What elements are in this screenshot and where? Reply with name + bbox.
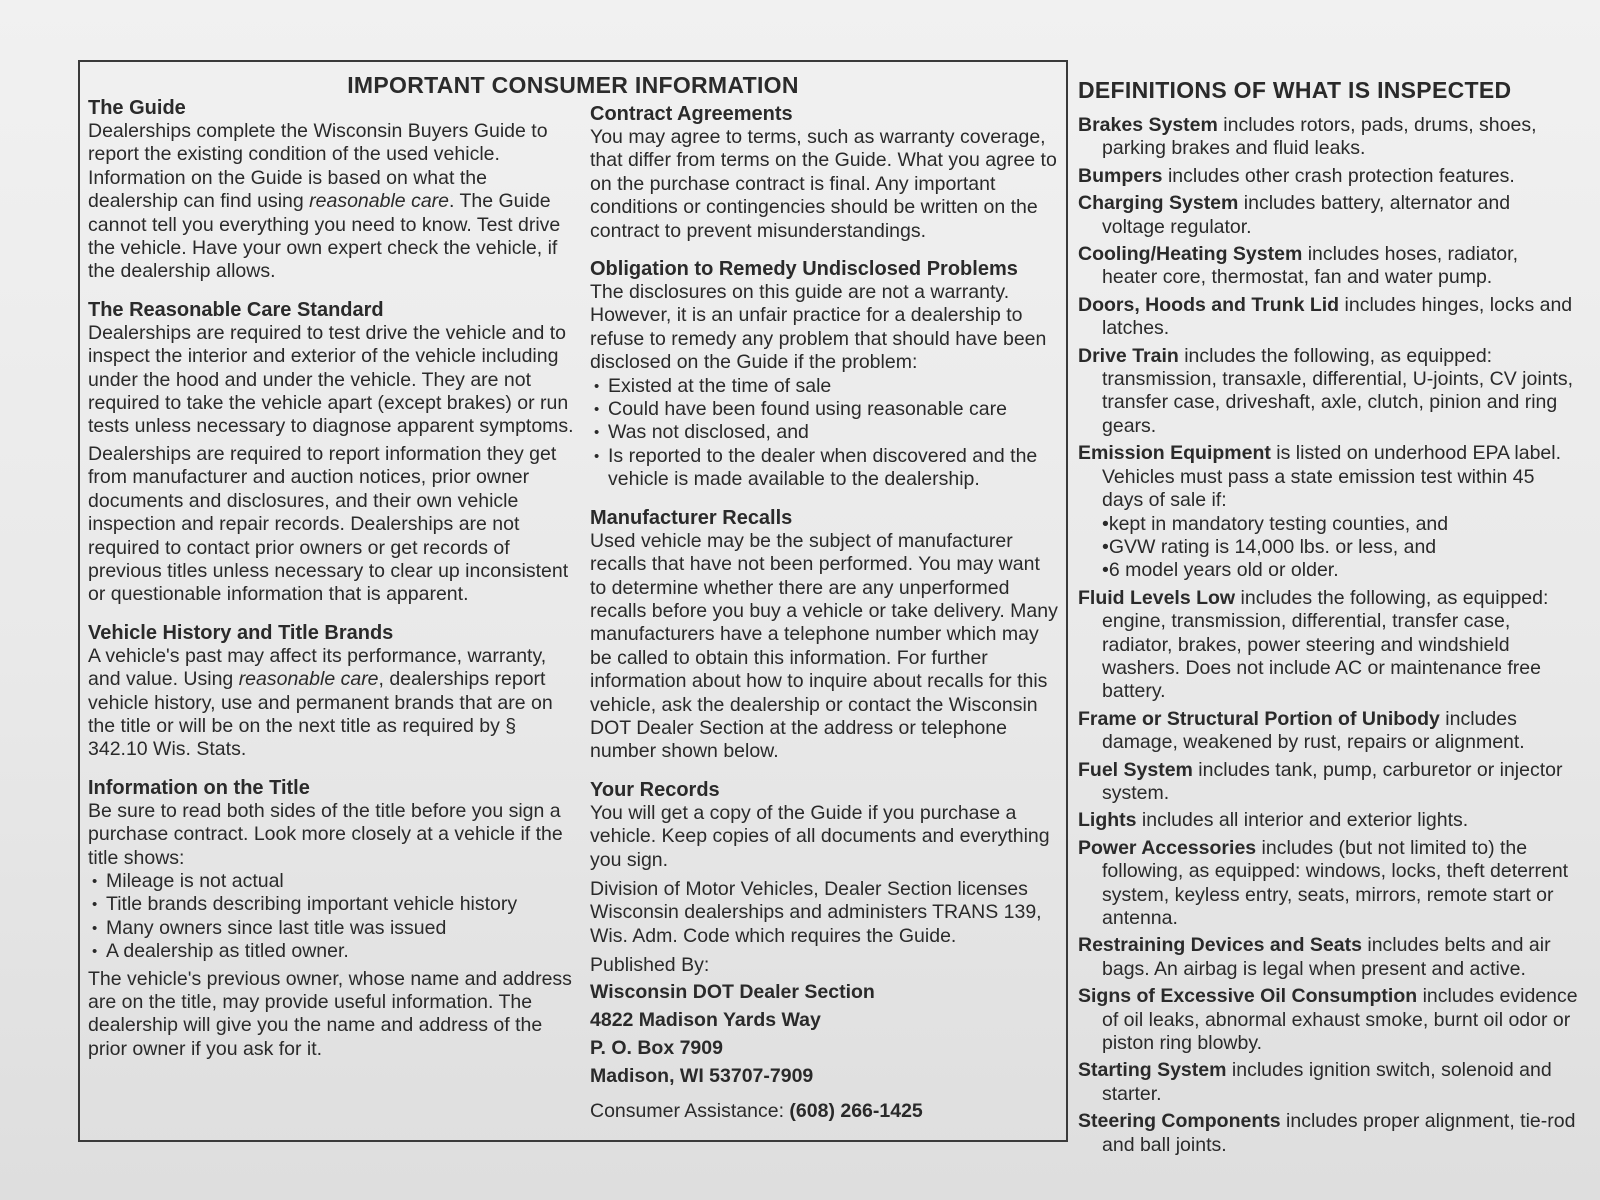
list-item: • Is reported to the dealer when discovered and the vehicle is made available to the dealership.	[590, 445, 1060, 492]
emission-criteria-list	[1078, 513, 1578, 583]
list-item: • Many owners since last title was issued	[88, 917, 576, 940]
definition-term: Fluid Levels Low	[1078, 586, 1236, 609]
definition-text: includes the following, as equipped: engine, transmission, differential, transfer case, radiator, brakes, power steering and windshield washers. Does not include AC or maintenance free battery.	[1102, 586, 1549, 703]
section-text: You may agree to terms, such as warranty coverage, that differ from terms on the Guide. What you agree to on the purchase contract is final. Any important conditions or contingencies should be written on the contract to prevent misunderstandings.	[590, 126, 1057, 242]
definition-term: Drive Train	[1078, 344, 1179, 367]
list-item: • GVW rating is 14,000 lbs. or less, and	[1102, 536, 1578, 559]
list-item: • Existed at the time of sale	[590, 375, 1060, 398]
definition-term: Restraining Devices and Seats	[1078, 934, 1362, 957]
definition-term: Cooling/Heating System	[1078, 243, 1303, 266]
problem-conditions-list	[590, 375, 1060, 492]
section-heading: Contract Agreements	[590, 103, 793, 125]
section-heading: Information on the Title	[88, 776, 310, 799]
column-definitions	[1078, 76, 1578, 1161]
section-manufacturer-recalls	[590, 506, 1060, 764]
section-obligation	[590, 257, 1060, 492]
definition-text: includes battery, alternator and voltage regulator.	[1102, 192, 1511, 238]
definition-term: Brakes System	[1078, 114, 1218, 136]
column-left	[88, 96, 576, 1075]
definition-item	[1078, 192, 1578, 239]
definition-item	[1078, 345, 1578, 439]
section-contract-agreements	[590, 102, 1060, 243]
section-text	[88, 645, 576, 762]
list-item: • Could have been found using reasonable care	[590, 398, 1060, 421]
assistance-phone: (608) 266-1425	[789, 1099, 923, 1122]
definition-term: Starting System	[1078, 1059, 1227, 1082]
text-span: A vehicle's past may affect its performance, warranty, and value. Using	[88, 644, 547, 691]
definition-item	[1078, 1110, 1578, 1157]
text-span: . The Guide cannot tell you everything you need to know. Test drive the vehicle. Have your own expert check the vehicle, if the dealership allows.	[88, 190, 561, 283]
definition-term: Bumpers	[1078, 164, 1163, 187]
section-heading: The Reasonable Care Standard	[88, 298, 384, 321]
list-item: • 6 model years old or older.	[1102, 559, 1578, 582]
list-item: • Title brands describing important vehicle history	[88, 893, 576, 916]
definition-item	[1078, 809, 1578, 832]
definition-item	[1078, 985, 1578, 1055]
definition-item	[1078, 294, 1578, 341]
definition-text: includes hoses, radiator, heater core, thermostat, fan and water pump.	[1102, 243, 1518, 289]
section-heading: The Guide	[88, 97, 186, 119]
section-heading: Vehicle History and Title Brands	[88, 621, 394, 644]
section-your-records	[590, 778, 1060, 948]
section-paragraph-2: Dealerships are required to report information they get from manufacturer and auction notices, prior owner documents and disclosures, and their own vehicle inspection and repair records. Dealerships are not required to contact prior owners or get records of previous titles unless necessary to clear up inconsistent or questionable information that is apparent.	[88, 442, 569, 606]
section-text: Used vehicle may be the subject of manufacturer recalls that have not been performed. You may want to determine whether there are any unperformed recalls before you buy a vehicle or take delivery. Many manufacturers have a telephone number which may be called to obtain this information. For further information about how to inquire about recalls for this vehicle, ask the dealership or contact the Wisconsin DOT Dealer Section at the address or telephone number shown below.	[590, 529, 1058, 763]
definition-text: includes other crash protection features.	[1162, 164, 1515, 187]
definition-text: is listed on underhood EPA label. Vehicles must pass a state emission test within 45 days of sale if:	[1102, 442, 1562, 512]
section-heading: Obligation to Remedy Undisclosed Problems	[590, 258, 1018, 281]
list-item: • A dealership as titled owner.	[88, 940, 576, 963]
section-paragraph-1: Dealerships are required to test drive the vehicle and to inspect the interior and exterior of the vehicle including under the hood and under the vehicle. They are not required to take the vehicle apart (except brakes) or run tests unless necessary to diagnose apparent symptoms.	[88, 321, 574, 438]
emphasis-text: reasonable care	[309, 190, 449, 213]
definition-term: Charging System	[1078, 192, 1239, 215]
section-title-info	[88, 776, 576, 1061]
definition-term: Power Accessories	[1078, 836, 1257, 859]
list-item: • Was not disclosed, and	[590, 421, 1060, 444]
title-warning-list	[88, 870, 576, 964]
publisher-block	[590, 954, 1060, 1123]
assistance-label: Consumer Assistance:	[590, 1099, 790, 1122]
definition-text: includes damage, weakened by rust, repairs or alignment.	[1102, 707, 1525, 754]
section-heading: Manufacturer Recalls	[590, 506, 793, 529]
definition-term: Steering Components	[1078, 1110, 1281, 1133]
definition-item	[1078, 114, 1578, 161]
consumer-assistance	[590, 1100, 1060, 1123]
publisher-name: Wisconsin DOT Dealer Section	[590, 980, 875, 1003]
definition-item	[1078, 587, 1578, 704]
definition-item	[1078, 934, 1578, 981]
box-title: IMPORTANT CONSUMER INFORMATION	[347, 72, 799, 98]
definition-item	[1078, 1059, 1578, 1106]
definition-text: includes tank, pump, carburetor or injector system.	[1102, 758, 1563, 804]
published-by-label: Published By:	[590, 954, 710, 977]
definition-text: includes rotors, pads, drums, shoes, parking brakes and fluid leaks.	[1102, 114, 1537, 160]
definition-text: includes proper alignment, tie-rod and ball joints.	[1102, 1110, 1576, 1156]
definition-text: includes the following, as equipped: transmission, transaxle, differential, U-joints, CV joints, transfer case, driveshaft, axle, clutch, pinion and ring gears.	[1102, 344, 1574, 437]
section-text	[88, 120, 576, 284]
definitions-list	[1078, 114, 1578, 1157]
section-paragraph-1: You will get a copy of the Guide if you purchase a vehicle. Keep copies of all documents and everything you sign.	[590, 801, 1050, 871]
section-reasonable-care	[88, 298, 576, 607]
section-outro: The vehicle's previous owner, whose name and address are on the title, may provide useful information. The dealership will give you the name and address of the prior owner if you ask for it.	[88, 967, 572, 1060]
definition-term: Frame or Structural Portion of Unibody	[1078, 707, 1440, 730]
publisher-street: 4822 Madison Yards Way	[590, 1008, 821, 1031]
section-intro: Be sure to read both sides of the title before you sign a purchase contract. Look more closely at a vehicle if the title shows:	[88, 799, 563, 869]
definition-text: includes all interior and exterior lights.	[1136, 809, 1469, 832]
list-item: • Mileage is not actual	[88, 870, 576, 893]
publisher-city: Madison, WI 53707-7909	[590, 1064, 814, 1087]
section-text: The disclosures on this guide are not a warranty. However, it is an unfair practice for a dealership to refuse to remedy any problem that should have been disclosed on the Guide if the problem:	[590, 281, 1047, 374]
definition-item	[1078, 708, 1578, 755]
definitions-title: DEFINITIONS OF WHAT IS INSPECTED	[1078, 77, 1512, 103]
emphasis-text: reasonable care	[238, 668, 379, 691]
text-span: , dealerships report vehicle history, use and permanent brands that are on the title or will be on the next title as required by § 342.10 Wis. Stats.	[88, 668, 553, 761]
definition-term: Emission Equipment	[1078, 442, 1271, 465]
definition-text: includes hinges, locks and latches.	[1102, 293, 1573, 340]
definition-item	[1078, 442, 1578, 512]
definition-item	[1078, 759, 1578, 806]
definition-item	[1078, 837, 1578, 931]
definition-term: Signs of Excessive Oil Consumption	[1078, 985, 1418, 1008]
definition-item	[1078, 243, 1578, 290]
section-vehicle-history	[88, 621, 576, 762]
text-span: Dealerships complete the Wisconsin Buyers Guide to report the existing condition of the used vehicle. Information on the Guide is based on what the dealership can find using	[88, 120, 548, 213]
definition-term: Fuel System	[1078, 758, 1193, 781]
definition-term: Doors, Hoods and Trunk Lid	[1078, 293, 1340, 316]
section-the-guide	[88, 96, 576, 284]
definition-item	[1078, 165, 1578, 188]
section-heading: Your Records	[590, 778, 720, 801]
definition-text: includes belts and air bags. An airbag is legal when present and active.	[1102, 934, 1551, 980]
section-paragraph-2: Division of Motor Vehicles, Dealer Section licenses Wisconsin dealerships and administers TRANS 139, Wis. Adm. Code which requires the Guide.	[590, 877, 1042, 947]
column-middle	[590, 102, 1060, 1123]
list-item: • kept in mandatory testing counties, and	[1102, 513, 1578, 536]
publisher-pobox: P. O. Box 7909	[590, 1036, 723, 1059]
definition-text: includes evidence of oil leaks, abnormal exhaust smoke, burnt oil odor or piston ring blowby.	[1102, 985, 1578, 1055]
definition-text: includes ignition switch, solenoid and starter.	[1102, 1059, 1552, 1105]
definition-term: Lights	[1078, 809, 1137, 832]
definition-text: includes (but not limited to) the following, as equipped: windows, locks, theft deterrent system, keyless entry, seats, mirrors, remote start or antenna.	[1102, 836, 1569, 929]
